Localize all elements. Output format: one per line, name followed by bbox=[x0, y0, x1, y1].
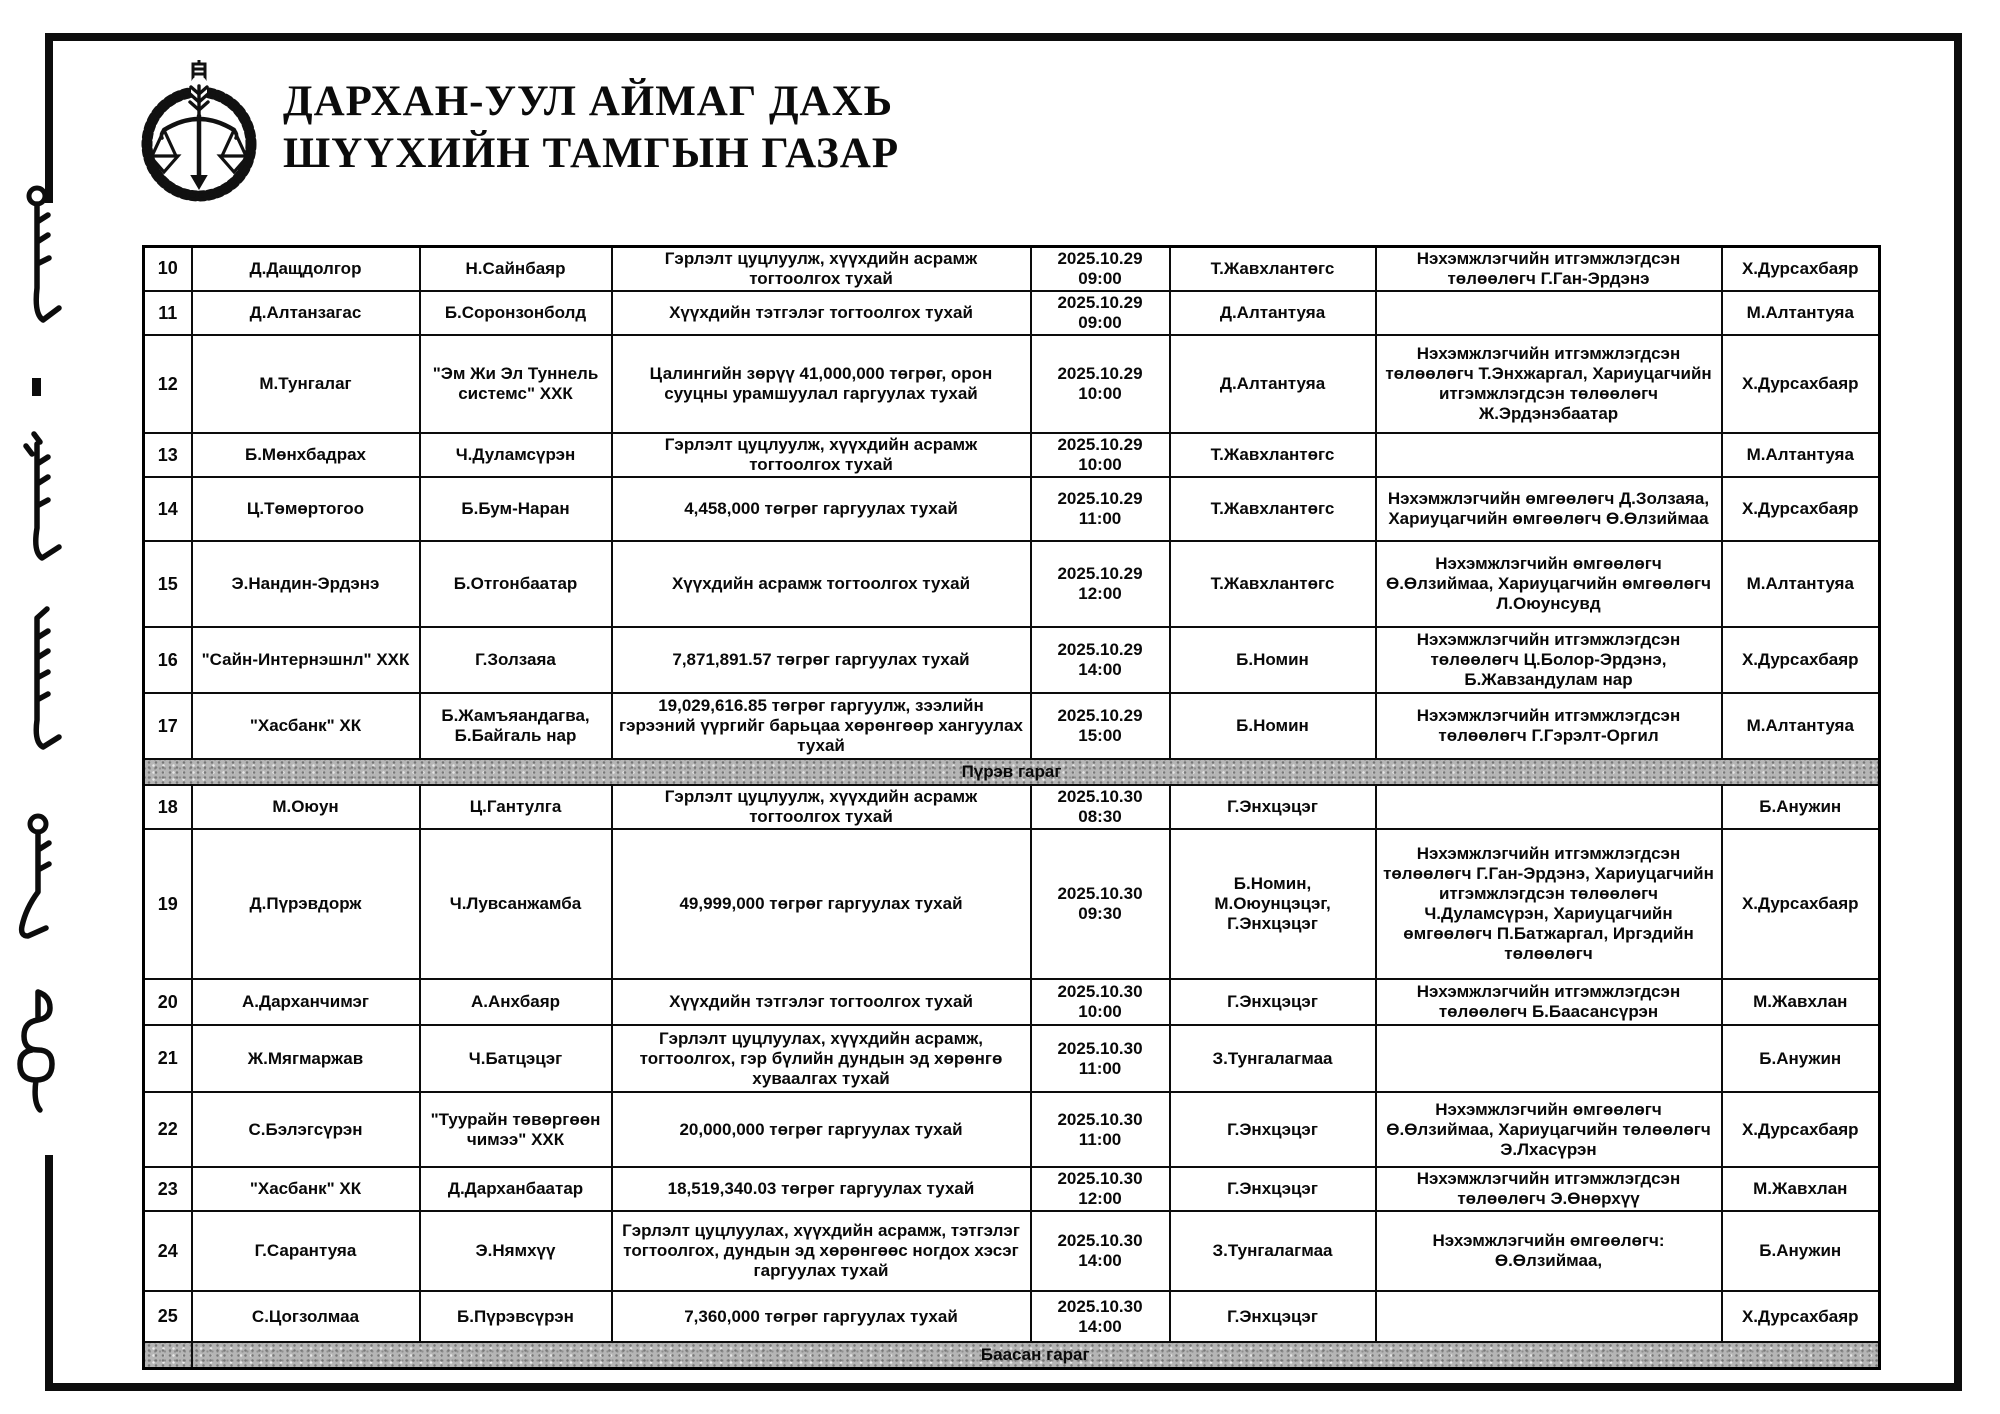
cell-case-number: 24 bbox=[144, 1211, 192, 1291]
cell-representatives: Нэхэмжлэгчийн өмгөөлөгч: Ө.Өлзиймаа, bbox=[1376, 1211, 1722, 1291]
cell-claim: Гэрлэлт цуцлуулж, хүүхдийн асрамж тогтоолгох тухай bbox=[612, 433, 1031, 477]
hearing-row bbox=[144, 1211, 1880, 1291]
cell-defendant: Ц.Гантулга bbox=[420, 785, 612, 829]
cell-claim: 7,871,891.57 төгрөг гаргуулах тухай bbox=[612, 627, 1031, 693]
cell-hearing-datetime bbox=[1031, 785, 1170, 829]
hearing-row bbox=[144, 829, 1880, 979]
cell-defendant: Д.Дарханбаатар bbox=[420, 1167, 612, 1211]
cell-claim: Хүүхдийн тэтгэлэг тогтоолгох тухай bbox=[612, 291, 1031, 335]
cell-claim: 49,999,000 төгрөг гаргуулах тухай bbox=[612, 829, 1031, 979]
hearing-date: 2025.10.30 bbox=[1057, 1231, 1143, 1251]
cell-defendant: Э.Нямхүү bbox=[420, 1211, 612, 1291]
cell-plaintiff: "Хасбанк" ХК bbox=[192, 1167, 420, 1211]
cell-clerk: Б.Анужин bbox=[1722, 785, 1880, 829]
cell-clerk: М.Алтантуяа bbox=[1722, 433, 1880, 477]
cell-claim: Гэрлэлт цуцлуулж, хүүхдийн асрамж тогтоолгох тухай bbox=[612, 247, 1031, 292]
page-border-right bbox=[1954, 33, 1962, 1391]
cell-clerk: М.Алтантуяа bbox=[1722, 291, 1880, 335]
cell-representatives bbox=[1376, 291, 1722, 335]
page-border-left-upper bbox=[45, 33, 53, 203]
hearing-date: 2025.10.29 bbox=[1057, 249, 1143, 268]
cell-clerk: Б.Анужин bbox=[1722, 1025, 1880, 1092]
cell-representatives: Нэхэмжлэгчийн өмгөөлөгч Ө.Өлзиймаа, Хариуцагчийн өмгөөлөгч Л.Оюунсувд bbox=[1376, 541, 1722, 627]
hearing-date: 2025.10.29 bbox=[1057, 706, 1143, 726]
hearing-row bbox=[144, 541, 1880, 627]
cell-judge: Д.Алтантуяа bbox=[1170, 291, 1376, 335]
page-border-top bbox=[45, 33, 1962, 41]
hearing-date: 2025.10.29 bbox=[1057, 564, 1143, 584]
cell-case-number: 17 bbox=[144, 693, 192, 759]
cell-case-number: 11 bbox=[144, 291, 192, 335]
cell-hearing-datetime bbox=[1031, 693, 1170, 759]
cell-judge: Г.Энхцэцэг bbox=[1170, 785, 1376, 829]
hearing-schedule-table bbox=[142, 245, 1881, 1370]
cell-representatives bbox=[1376, 1291, 1722, 1342]
cell-hearing-datetime bbox=[1031, 247, 1170, 292]
cell-hearing-datetime bbox=[1031, 1291, 1170, 1342]
cell-hearing-datetime bbox=[1031, 541, 1170, 627]
cell-claim: Гэрлэлт цуцлуулж, хүүхдийн асрамж тогтоолгох тухай bbox=[612, 785, 1031, 829]
cell-judge: Б.Номин bbox=[1170, 693, 1376, 759]
cell-judge: Т.Жавхлантөгс bbox=[1170, 541, 1376, 627]
cell-defendant: Б.Отгонбаатар bbox=[420, 541, 612, 627]
hearing-time: 10:00 bbox=[1078, 384, 1122, 404]
hearing-date: 2025.10.30 bbox=[1057, 884, 1143, 904]
cell-clerk: Х.Дурсахбаяр bbox=[1722, 335, 1880, 433]
hearing-row bbox=[144, 1092, 1880, 1167]
cell-representatives: Нэхэмжлэгчийн итгэмжлэгдсэн төлөөлөгч Г.Гэрэлт-Оргил bbox=[1376, 693, 1722, 759]
hearing-row bbox=[144, 477, 1880, 541]
cell-claim: Гэрлэлт цуцлуулах, хүүхдийн асрамж, тогтоолгох, гэр бүлийн дундын эд хөрөнгө хуваалгах тухай bbox=[612, 1025, 1031, 1092]
cell-representatives: Нэхэмжлэгчийн итгэмжлэгдсэн төлөөлөгч Э.Өнөрхүү bbox=[1376, 1167, 1722, 1211]
day-separator-label: Пүрэв гараг bbox=[144, 759, 1880, 785]
hearing-time: 14:00 bbox=[1078, 1316, 1122, 1336]
cell-plaintiff: А.Дарханчимэг bbox=[192, 979, 420, 1025]
hearing-time: 12:00 bbox=[1078, 1189, 1122, 1209]
cell-case-number: 21 bbox=[144, 1025, 192, 1092]
hearing-row bbox=[144, 693, 1880, 759]
hearing-date: 2025.10.29 bbox=[1057, 489, 1143, 509]
cell-hearing-datetime bbox=[1031, 627, 1170, 693]
cell-representatives: Нэхэмжлэгчийн итгэмжлэгдсэн төлөөлөгч Г.Ган-Эрдэнэ, Хариуцагчийн итгэмжлэгдсэн төлөөлөгч Ч.Дуламсүрэн, Хариуцагчийн өмгөөлөгч П.Батжаргал, Иргэдийн төлөөлөгч bbox=[1376, 829, 1722, 979]
cell-case-number: 10 bbox=[144, 247, 192, 292]
cell-defendant: Б.Пүрэвсүрэн bbox=[420, 1291, 612, 1342]
cell-judge: Г.Энхцэцэг bbox=[1170, 1092, 1376, 1167]
org-title-line1: ДАРХАН-УУЛ АЙМАГ ДАХЬ bbox=[283, 78, 894, 125]
cell-defendant: А.Анхбаяр bbox=[420, 979, 612, 1025]
cell-claim: 7,360,000 төгрөг гаргуулах тухай bbox=[612, 1291, 1031, 1342]
cell-clerk: Х.Дурсахбаяр bbox=[1722, 1092, 1880, 1167]
cell-plaintiff: М.Тунгалаг bbox=[192, 335, 420, 433]
cell-claim: Гэрлэлт цуцлуулах, хүүхдийн асрамж, тэтгэлэг тогтоолгох, дундын эд хөрөнгөөс ногдох хэсэг гаргуулах тухай bbox=[612, 1211, 1031, 1291]
cell-hearing-datetime bbox=[1031, 335, 1170, 433]
cell-hearing-datetime bbox=[1031, 433, 1170, 477]
cell-hearing-datetime bbox=[1031, 1211, 1170, 1291]
cell-hearing-datetime bbox=[1031, 1167, 1170, 1211]
hearing-date: 2025.10.29 bbox=[1057, 435, 1143, 455]
cell-defendant: Н.Сайнбаяр bbox=[420, 247, 612, 292]
cell-clerk: М.Жавхлан bbox=[1722, 1167, 1880, 1211]
cell-plaintiff: М.Оюун bbox=[192, 785, 420, 829]
hearing-date: 2025.10.30 bbox=[1057, 1296, 1143, 1316]
cell-claim: 4,458,000 төгрөг гаргуулах тухай bbox=[612, 477, 1031, 541]
cell-judge: Д.Алтантуяа bbox=[1170, 335, 1376, 433]
cell-defendant: Ч.Батцэцэг bbox=[420, 1025, 612, 1092]
cell-defendant: Б.Бум-Наран bbox=[420, 477, 612, 541]
cell-representatives: Нэхэмжлэгчийн өмгөөлөгч Д.Золзаяа, Хариуцагчийн өмгөөлөгч Ө.Өлзиймаа bbox=[1376, 477, 1722, 541]
cell-clerk: Х.Дурсахбаяр bbox=[1722, 477, 1880, 541]
cell-representatives: Нэхэмжлэгчийн итгэмжлэгдсэн төлөөлөгч Г.Ган-Эрдэнэ bbox=[1376, 247, 1722, 292]
hearing-row bbox=[144, 627, 1880, 693]
hearing-time: 11:00 bbox=[1078, 1129, 1122, 1149]
cell-representatives: Нэхэмжлэгчийн итгэмжлэгдсэн төлөөлөгч Ц.Болор-Эрдэнэ, Б.Жавзандулам нар bbox=[1376, 627, 1722, 693]
cell-representatives bbox=[1376, 1025, 1722, 1092]
org-title bbox=[283, 76, 899, 179]
cell-judge: З.Тунгалагмаа bbox=[1170, 1211, 1376, 1291]
hearing-time: 09:00 bbox=[1078, 269, 1122, 289]
hearing-row bbox=[144, 291, 1880, 335]
cell-hearing-datetime bbox=[1031, 829, 1170, 979]
cell-case-number: 15 bbox=[144, 541, 192, 627]
cell-defendant: "Туурайн төвөргөөн чимээ" ХХК bbox=[420, 1092, 612, 1167]
hearing-time: 09:00 bbox=[1078, 313, 1122, 333]
page-border-left-lower bbox=[45, 1155, 53, 1391]
cell-plaintiff: Д.Дащдолгор bbox=[192, 247, 420, 292]
cell-case-number: 14 bbox=[144, 477, 192, 541]
cell-plaintiff: Д.Алтанзагас bbox=[192, 291, 420, 335]
cell-case-number: 12 bbox=[144, 335, 192, 433]
cell-plaintiff: С.Цогзолмаа bbox=[192, 1291, 420, 1342]
hearing-date: 2025.10.30 bbox=[1057, 1169, 1143, 1189]
day-separator-label: Баасан гараг bbox=[192, 1342, 1880, 1368]
hearing-date: 2025.10.30 bbox=[1057, 1038, 1143, 1058]
cell-hearing-datetime bbox=[1031, 1092, 1170, 1167]
cell-plaintiff: Э.Нандин-Эрдэнэ bbox=[192, 541, 420, 627]
cell-defendant: Б.Жамъяандагва, Б.Байгаль нар bbox=[420, 693, 612, 759]
cell-judge: Г.Энхцэцэг bbox=[1170, 979, 1376, 1025]
cell-clerk: Х.Дурсахбаяр bbox=[1722, 829, 1880, 979]
cell-clerk: М.Жавхлан bbox=[1722, 979, 1880, 1025]
day-separator-corner-cell bbox=[144, 1342, 192, 1368]
cell-hearing-datetime bbox=[1031, 1025, 1170, 1092]
hearing-row bbox=[144, 785, 1880, 829]
cell-judge: Г.Энхцэцэг bbox=[1170, 1291, 1376, 1342]
mongolian-vertical-script-icon bbox=[4, 182, 66, 1162]
hearing-time: 14:00 bbox=[1078, 1251, 1122, 1271]
cell-judge: З.Тунгалагмаа bbox=[1170, 1025, 1376, 1092]
hearing-time: 15:00 bbox=[1078, 726, 1122, 746]
cell-plaintiff: "Сайн-Интернэшнл" ХХК bbox=[192, 627, 420, 693]
cell-representatives bbox=[1376, 433, 1722, 477]
hearing-time: 12:00 bbox=[1078, 584, 1122, 604]
hearing-date: 2025.10.29 bbox=[1057, 364, 1143, 384]
hearing-row bbox=[144, 433, 1880, 477]
hearing-row bbox=[144, 335, 1880, 433]
cell-hearing-datetime bbox=[1031, 291, 1170, 335]
cell-clerk: Х.Дурсахбаяр bbox=[1722, 247, 1880, 292]
cell-judge: Т.Жавхлантөгс bbox=[1170, 477, 1376, 541]
cell-plaintiff: Ц.Төмөртогоо bbox=[192, 477, 420, 541]
cell-clerk: Б.Анужин bbox=[1722, 1211, 1880, 1291]
hearing-time: 14:00 bbox=[1078, 660, 1122, 680]
cell-claim: 20,000,000 төгрөг гаргуулах тухай bbox=[612, 1092, 1031, 1167]
day-separator-row bbox=[144, 759, 1880, 785]
cell-clerk: Х.Дурсахбаяр bbox=[1722, 627, 1880, 693]
cell-case-number: 19 bbox=[144, 829, 192, 979]
cell-judge: Б.Номин, М.Оюунцэцэг, Г.Энхцэцэг bbox=[1170, 829, 1376, 979]
cell-claim: 18,519,340.03 төгрөг гаргуулах тухай bbox=[612, 1167, 1031, 1211]
cell-claim: Хүүхдийн асрамж тогтоолгох тухай bbox=[612, 541, 1031, 627]
hearing-date: 2025.10.30 bbox=[1057, 1109, 1143, 1129]
cell-case-number: 16 bbox=[144, 627, 192, 693]
cell-judge: Б.Номин bbox=[1170, 627, 1376, 693]
cell-judge: Т.Жавхлантөгс bbox=[1170, 247, 1376, 292]
hearing-time: 09:30 bbox=[1078, 904, 1122, 924]
cell-case-number: 18 bbox=[144, 785, 192, 829]
hearing-date: 2025.10.30 bbox=[1057, 787, 1143, 807]
page-border-bottom bbox=[45, 1383, 1962, 1391]
hearing-row bbox=[144, 1167, 1880, 1211]
hearing-time: 11:00 bbox=[1078, 509, 1122, 529]
cell-case-number: 13 bbox=[144, 433, 192, 477]
cell-plaintiff: "Хасбанк" ХК bbox=[192, 693, 420, 759]
cell-plaintiff: Д.Пүрэвдорж bbox=[192, 829, 420, 979]
cell-clerk: М.Алтантуяа bbox=[1722, 541, 1880, 627]
org-title-line2: ШҮҮХИЙН ТАМГЫН ГАЗАР bbox=[283, 129, 900, 177]
court-logo-scales-wreath-icon bbox=[134, 60, 264, 208]
cell-representatives bbox=[1376, 785, 1722, 829]
cell-claim: Цалингийн зөрүү 41,000,000 төгрөг, орон сууцны урамшуулал гаргуулах тухай bbox=[612, 335, 1031, 433]
day-separator-row bbox=[144, 1342, 1880, 1368]
cell-case-number: 20 bbox=[144, 979, 192, 1025]
cell-case-number: 23 bbox=[144, 1167, 192, 1211]
cell-representatives: Нэхэмжлэгчийн итгэмжлэгдсэн төлөөлөгч Т.Энхжаргал, Хариуцагчийн итгэмжлэгдсэн төлөөлөгч Ж.Эрдэнэбаатар bbox=[1376, 335, 1722, 433]
hearing-time: 08:30 bbox=[1078, 807, 1122, 827]
cell-case-number: 22 bbox=[144, 1092, 192, 1167]
hearing-row bbox=[144, 1025, 1880, 1092]
cell-defendant: Ч.Дуламсүрэн bbox=[420, 433, 612, 477]
hearing-time: 10:00 bbox=[1078, 1002, 1122, 1022]
cell-defendant: Б.Соронзонболд bbox=[420, 291, 612, 335]
cell-plaintiff: Ж.Мягмаржав bbox=[192, 1025, 420, 1092]
cell-defendant: Г.Золзаяа bbox=[420, 627, 612, 693]
cell-representatives: Нэхэмжлэгчийн итгэмжлэгдсэн төлөөлөгч Б.Баасансүрэн bbox=[1376, 979, 1722, 1025]
hearing-row bbox=[144, 979, 1880, 1025]
cell-judge: Г.Энхцэцэг bbox=[1170, 1167, 1376, 1211]
cell-hearing-datetime bbox=[1031, 477, 1170, 541]
hearing-time: 11:00 bbox=[1078, 1058, 1122, 1078]
cell-judge: Т.Жавхлантөгс bbox=[1170, 433, 1376, 477]
cell-representatives: Нэхэмжлэгчийн өмгөөлөгч Ө.Өлзиймаа, Хариуцагчийн төлөөлөгч Э.Лхасүрэн bbox=[1376, 1092, 1722, 1167]
hearing-date: 2025.10.30 bbox=[1057, 982, 1143, 1002]
cell-plaintiff: Б.Мөнхбадрах bbox=[192, 433, 420, 477]
cell-case-number: 25 bbox=[144, 1291, 192, 1342]
hearing-row bbox=[144, 247, 1880, 292]
cell-hearing-datetime bbox=[1031, 979, 1170, 1025]
hearing-date: 2025.10.29 bbox=[1057, 640, 1143, 660]
cell-defendant: "Эм Жи Эл Туннель системс" ХХК bbox=[420, 335, 612, 433]
hearing-time: 10:00 bbox=[1078, 455, 1122, 475]
cell-plaintiff: Г.Сарантуяа bbox=[192, 1211, 420, 1291]
cell-clerk: М.Алтантуяа bbox=[1722, 693, 1880, 759]
hearing-row bbox=[144, 1291, 1880, 1342]
cell-claim: Хүүхдийн тэтгэлэг тогтоолгох тухай bbox=[612, 979, 1031, 1025]
hearing-date: 2025.10.29 bbox=[1057, 293, 1143, 313]
cell-claim: 19,029,616.85 төгрөг гаргуулж, зээлийн гэрээний үүргийг барьцаа хөрөнгөөр хангуулах тухай bbox=[612, 693, 1031, 759]
cell-defendant: Ч.Лувсанжамба bbox=[420, 829, 612, 979]
cell-clerk: Х.Дурсахбаяр bbox=[1722, 1291, 1880, 1342]
cell-plaintiff: С.Бэлэгсүрэн bbox=[192, 1092, 420, 1167]
